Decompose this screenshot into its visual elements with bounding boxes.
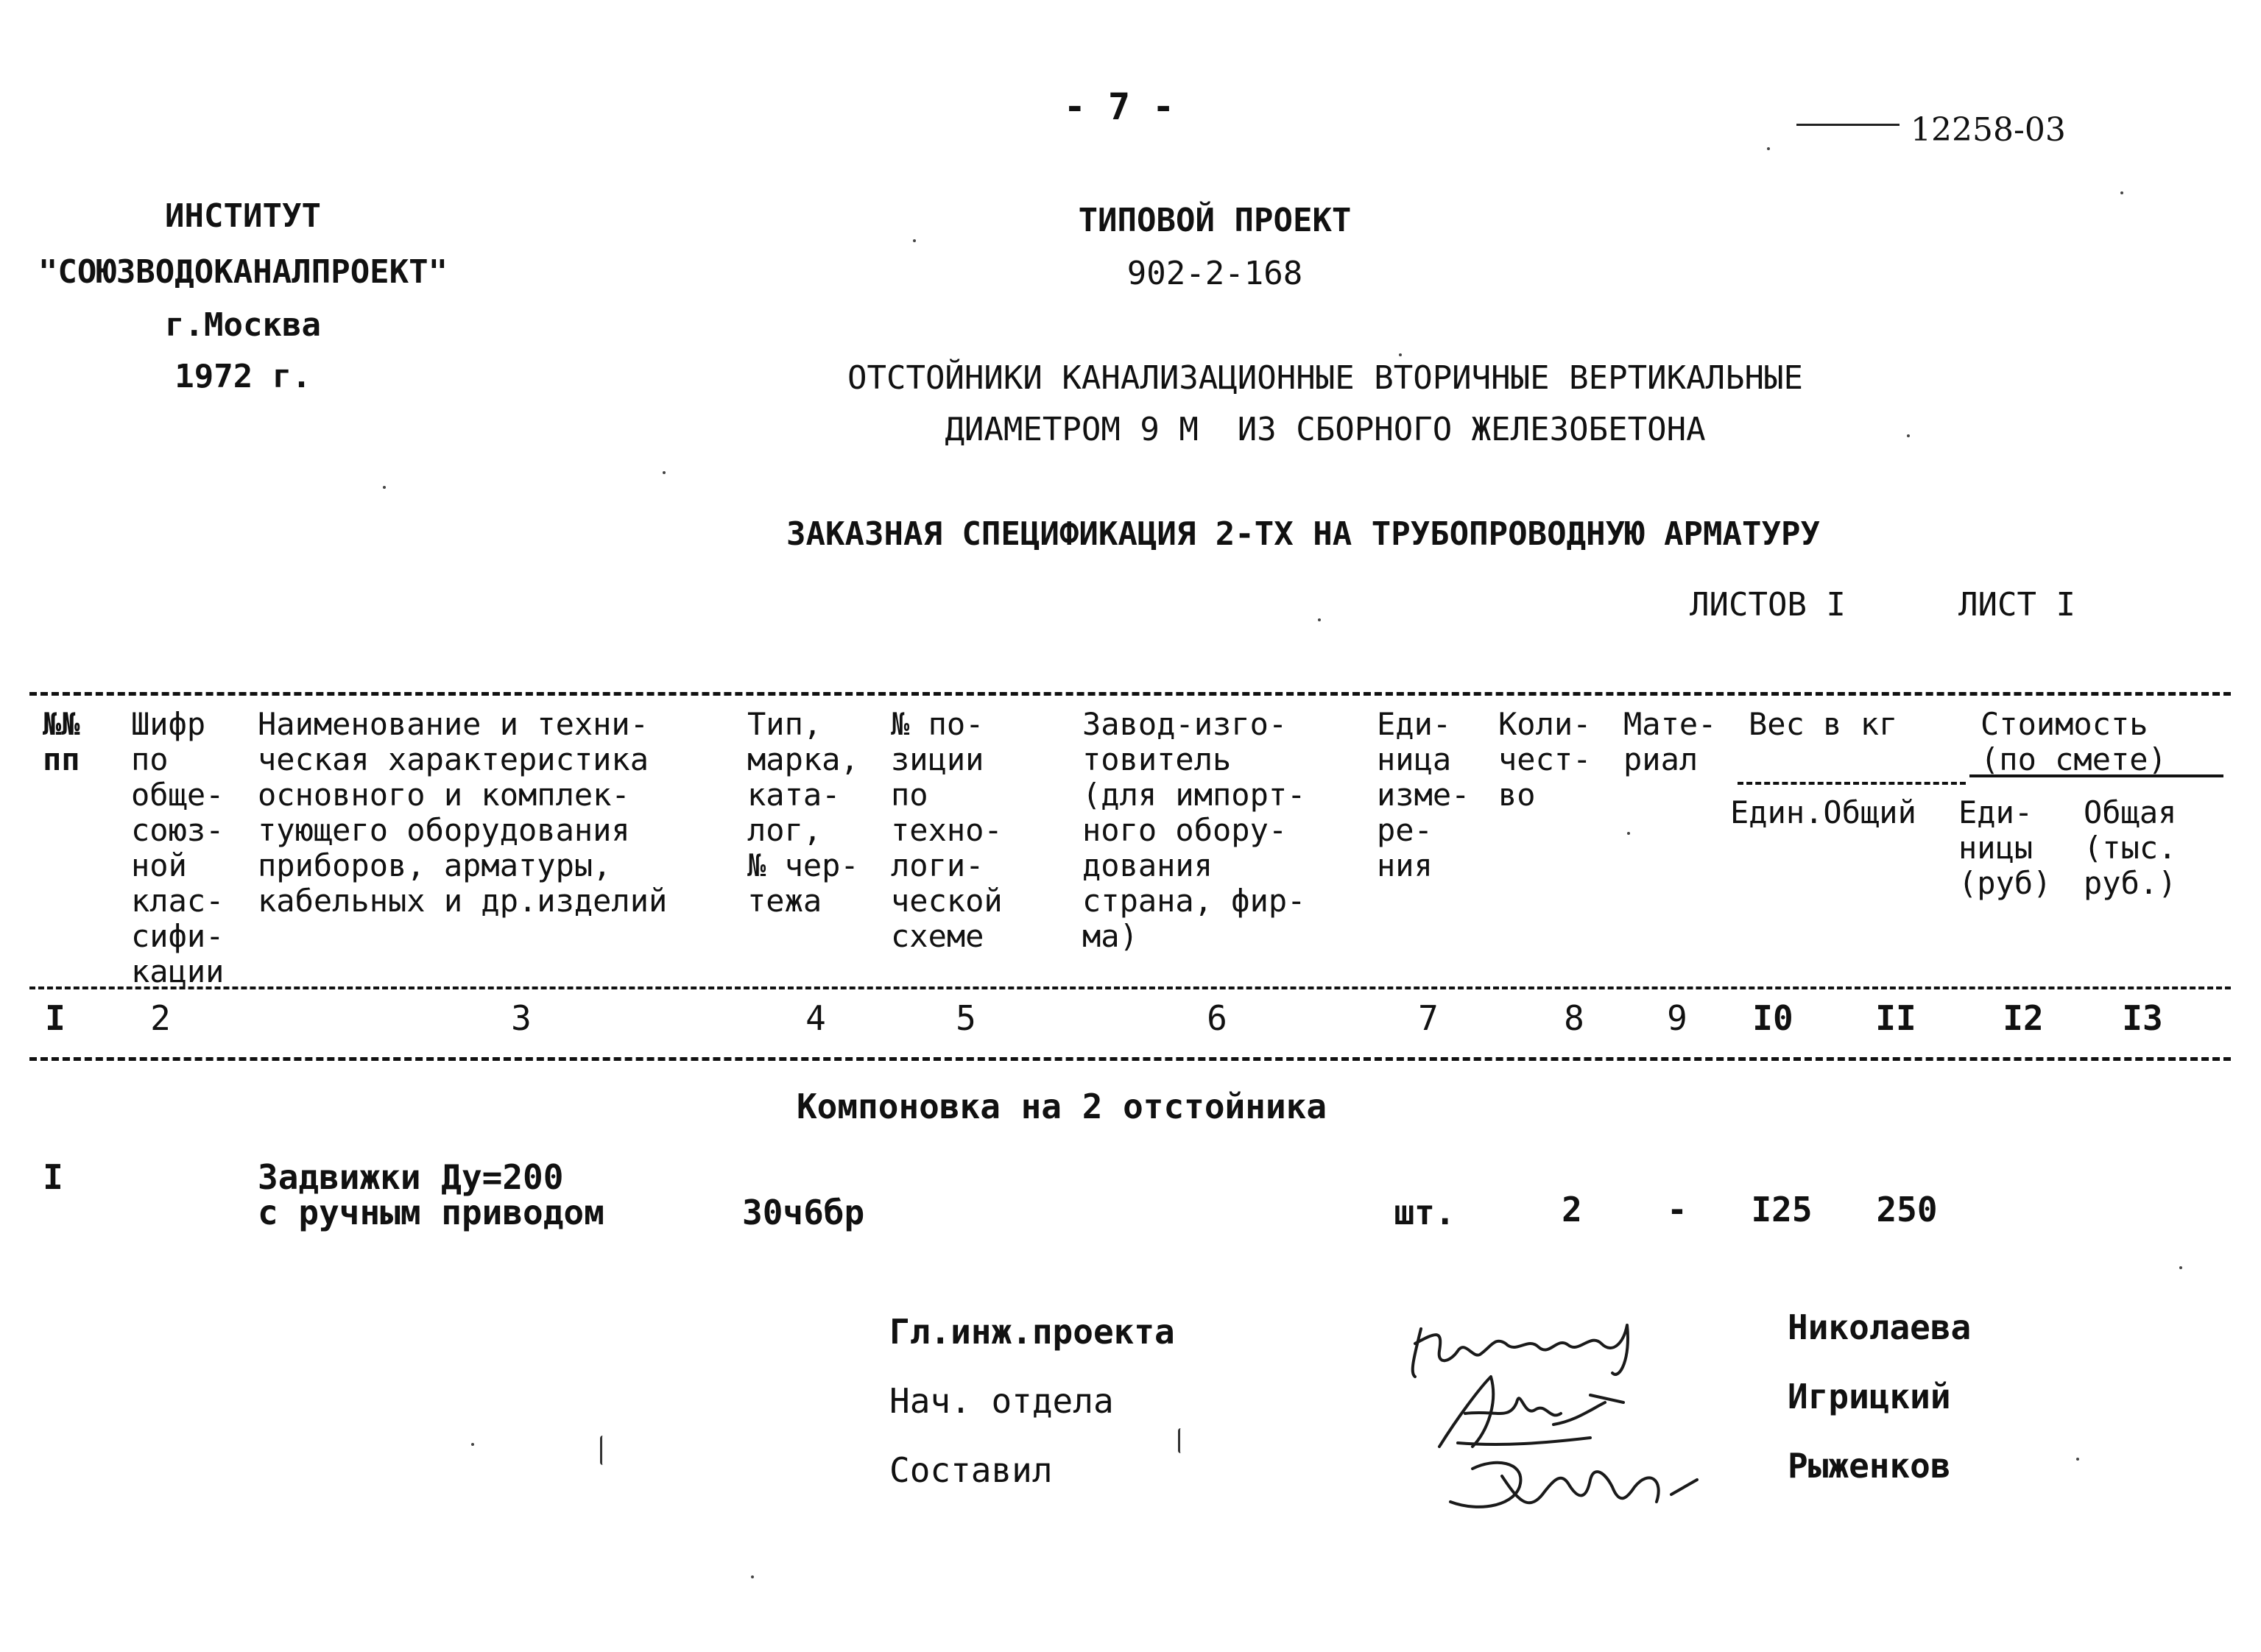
scan-speck (751, 1575, 754, 1578)
sheets-total: ЛИСТОВ I (1690, 586, 1846, 624)
institute-city: г.Москва (165, 306, 321, 344)
scan-speck (1767, 147, 1770, 150)
header-weight: Вес в кг (1749, 706, 1898, 742)
scan-speck (913, 239, 916, 242)
institute-name: "СОЮЗВОДОКАНАЛПРОЕКТ" (38, 253, 448, 291)
row-unit: шт. (1394, 1193, 1456, 1232)
sheet-number: ЛИСТ I (1958, 586, 2075, 624)
signature-role-department-head: Нач. отдела (889, 1381, 1114, 1421)
header-position: № по- зиции по техно- логи- ческой схеме (891, 706, 1003, 954)
header-unit: Еди- ница изме- ре- ния (1377, 706, 1470, 883)
scan-speck (2179, 1266, 2182, 1269)
header-bottom-rule (29, 986, 2231, 989)
project-number: 902-2-168 (1126, 255, 1303, 292)
scan-speck (471, 1443, 474, 1446)
column-number: 4 (805, 998, 826, 1038)
column-number: I0 (1752, 998, 1793, 1038)
column-number: II (1875, 998, 1916, 1038)
signature-role-chief-engineer: Гл.инж.проекта (889, 1312, 1175, 1352)
signature-name-1: Николаева (1788, 1307, 1972, 1347)
scan-speck (2120, 191, 2123, 194)
section-title: Компоновка на 2 отстойника (796, 1087, 1327, 1126)
row-type: 30ч6бр (742, 1193, 865, 1232)
header-material: Мате- риал (1623, 706, 1717, 777)
table-top-rule (29, 692, 2231, 696)
column-number: I3 (2122, 998, 2163, 1038)
column-number: I2 (2003, 998, 2044, 1038)
column-number: 7 (1418, 998, 1439, 1038)
header-type: Тип, марка, ката- лог, № чер- тежа (747, 706, 859, 919)
row-name-line2: с ручным приводом (258, 1193, 604, 1232)
column-number: 3 (511, 998, 532, 1038)
project-label: ТИПОВОЙ ПРОЕКТ (1078, 202, 1352, 239)
signature-name-2: Игрицкий (1788, 1377, 1951, 1416)
signature-name-3: Рыженков (1788, 1446, 1951, 1486)
institute-label: ИНСТИТУТ (165, 197, 321, 235)
row-number: I (43, 1157, 63, 1197)
stamp-underline (1796, 124, 1900, 126)
header-class-code: Шифр по обще- союз- ной клас- сифи- кации (131, 706, 225, 989)
column-number: 8 (1564, 998, 1584, 1038)
scan-speck (663, 471, 666, 474)
scan-speck (383, 486, 386, 489)
column-number: 5 (956, 998, 976, 1038)
row-name-line1: Задвижки Ду=200 (258, 1157, 564, 1197)
row-weight-unit: I25 (1751, 1190, 1813, 1229)
header-name: Наименование и техни- ческая характеристика основного и комплек- тующего оборудования приборов, арматуры, кабельных и др.изделий (258, 706, 668, 919)
project-title-line2: ДИАМЕТРОМ 9 М ИЗ СБОРНОГО ЖЕЛЕЗОБЕТОНА (945, 411, 1706, 448)
row-material: - (1667, 1190, 1687, 1229)
weight-group-rule (1738, 782, 1966, 785)
institute-year: 1972 г. (174, 358, 311, 395)
scan-speck (1907, 434, 1910, 437)
row-weight-total: 250 (1876, 1190, 1938, 1229)
row-quantity: 2 (1562, 1190, 1582, 1229)
project-title-line1: ОТСТОЙНИКИ КАНАЛИЗАЦИОННЫЕ ВТОРИЧНЫЕ ВЕРТИКАЛЬНЫЕ (847, 359, 1804, 397)
header-cost-total: Общая (тыс. руб.) (2084, 794, 2177, 901)
scan-speck (2076, 1458, 2079, 1461)
column-number: 9 (1667, 998, 1687, 1038)
page-number: - 7 - (1063, 85, 1175, 128)
signature-role-compiler: Составил (889, 1450, 1053, 1490)
scan-mark (600, 1436, 605, 1465)
scan-speck (1399, 353, 1402, 356)
handwritten-signatures (1369, 1292, 1782, 1528)
scan-speck (1627, 832, 1630, 835)
column-number: I (45, 998, 66, 1038)
spec-title: ЗАКАЗНАЯ СПЕЦИФИКАЦИЯ 2-ТХ НА ТРУБОПРОВОДНУЮ АРМАТУРУ (786, 515, 1820, 553)
header-num: №№ пп (43, 706, 80, 777)
column-numbers-rule (29, 1057, 2231, 1061)
header-quantity: Коли- чест- во (1498, 706, 1592, 813)
header-cost-unit: Еди- ницы (руб) (1958, 794, 2052, 901)
scan-speck (1318, 618, 1321, 621)
column-number: 6 (1207, 998, 1227, 1038)
header-weight-sub: Един.Общий (1730, 794, 1916, 830)
header-manufacturer: Завод-изго- товитель (для импорт- ного обору- дования страна, фир- ма) (1082, 706, 1306, 954)
column-number: 2 (150, 998, 171, 1038)
archive-stamp: 12258-03 (1911, 111, 2066, 149)
scan-mark (1178, 1428, 1183, 1453)
header-cost: Стоимость (по смете) (1980, 706, 2167, 777)
